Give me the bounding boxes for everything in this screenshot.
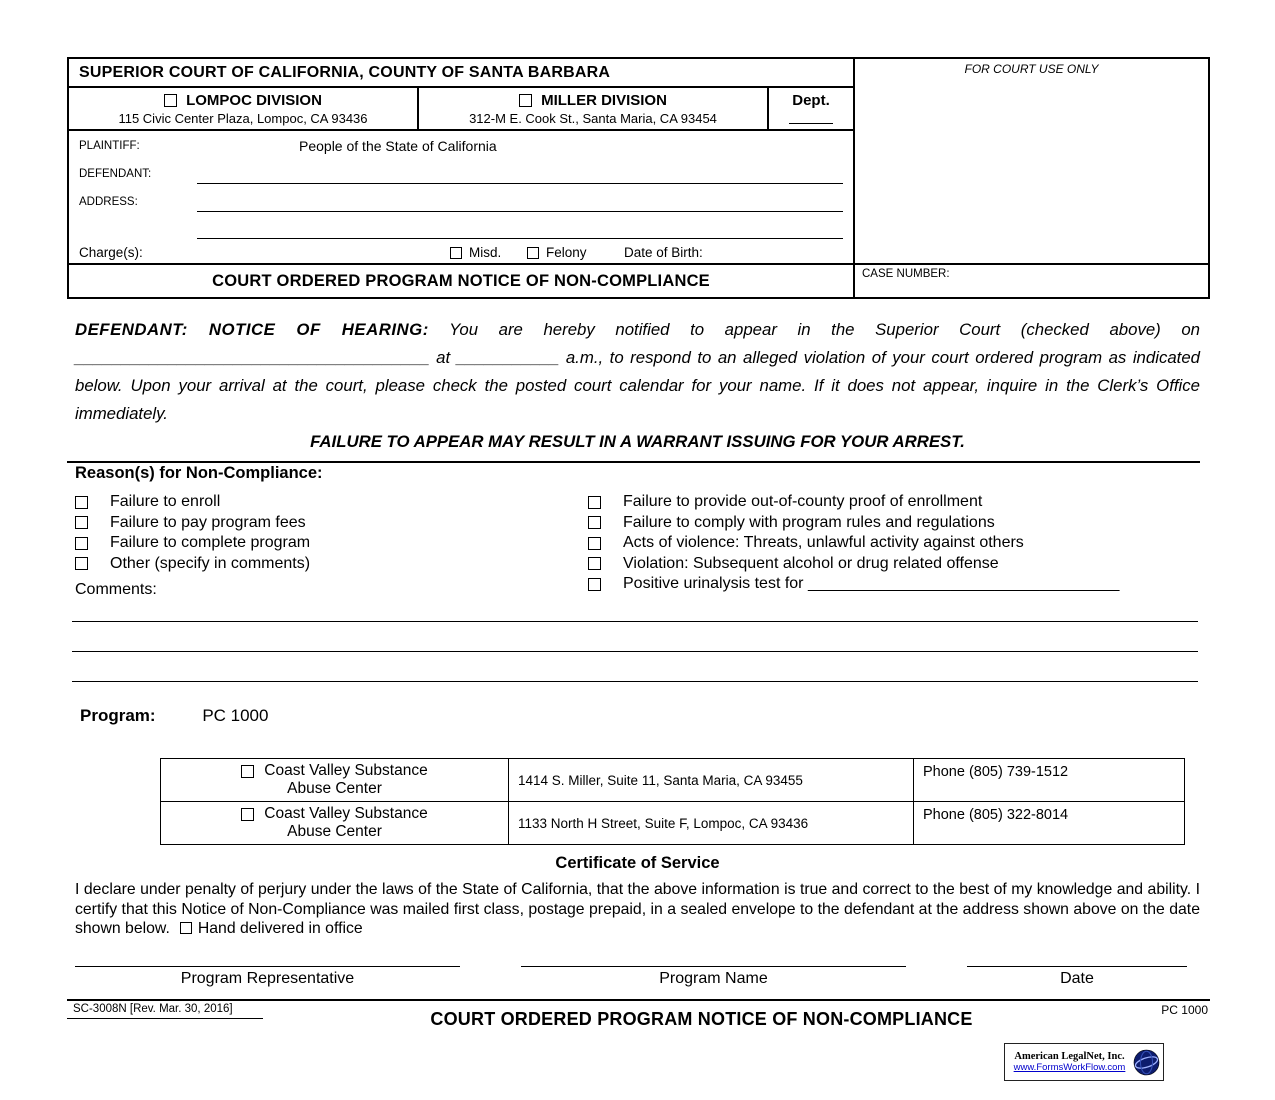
reasons-column-right <box>588 492 1200 599</box>
defendant-input-line[interactable] <box>197 183 843 184</box>
caption-box <box>67 57 855 299</box>
program-representative-signature-line[interactable] <box>75 950 460 967</box>
program-label: Program: <box>80 706 156 725</box>
comments-area <box>72 592 1198 682</box>
form-number: SC-3008N [Rev. Mar. 30, 2016] <box>67 1001 263 1019</box>
misd-item <box>450 245 501 260</box>
lompoc-division-checkbox[interactable] <box>164 94 177 107</box>
program-name-signature-line[interactable] <box>521 950 906 967</box>
notice-of-hearing-section <box>75 316 1200 463</box>
comments-label: Comments: <box>75 581 157 598</box>
provider-name-cell <box>161 802 509 845</box>
reason-label: Failure to provide out-of-county proof of enrollment <box>623 493 983 511</box>
miller-division-checkbox[interactable] <box>519 94 532 107</box>
failure-to-complete-checkbox[interactable] <box>75 537 88 550</box>
positive-urinalysis-checkbox[interactable] <box>588 578 601 591</box>
signature-label: Program Representative <box>180 970 355 987</box>
date-of-birth-label: Date of Birth: <box>624 245 703 260</box>
badge-company: American LegalNet, Inc. <box>1014 1051 1125 1062</box>
court-title: SUPERIOR COURT OF CALIFORNIA, COUNTY OF SANTA BARBARA <box>69 59 853 88</box>
reason-label: Failure to enroll <box>110 493 221 511</box>
date-signature <box>967 950 1187 988</box>
failure-to-pay-checkbox[interactable] <box>75 516 88 529</box>
provider-santa-maria-checkbox[interactable] <box>241 765 254 778</box>
divisions-row <box>69 88 853 131</box>
date-signature-line[interactable] <box>967 950 1187 967</box>
hand-delivered-checkbox[interactable] <box>180 922 192 934</box>
warrant-warning: FAILURE TO APPEAR MAY RESULT IN A WARRANT ISSUING FOR YOUR ARREST. <box>310 432 965 451</box>
program-rules-checkbox[interactable] <box>588 516 601 529</box>
footer-code: PC 1000 <box>1161 1003 1208 1017</box>
program-section <box>80 706 268 726</box>
dept-label: Dept. <box>792 92 830 109</box>
party-info-area <box>69 131 853 263</box>
miller-division-label: MILLER DIVISION <box>541 92 667 109</box>
provider-phone: Phone (805) 739-1512 <box>914 759 1185 802</box>
dept-cell <box>769 88 853 129</box>
form-header <box>67 57 1210 299</box>
reason-item <box>75 533 588 554</box>
provider-address: 1414 S. Miller, Suite 11, Santa Maria, CA 93455 <box>509 759 914 802</box>
reason-label: Failure to pay program fees <box>110 513 306 531</box>
signature-block <box>75 950 1187 988</box>
reasons-title: Reason(s) for Non-Compliance: <box>75 464 323 482</box>
reason-item <box>588 492 1200 513</box>
reason-label: Other (specify in comments) <box>110 554 311 572</box>
reason-item <box>588 554 1200 575</box>
reasons-section <box>75 464 1200 599</box>
reason-item <box>588 513 1200 534</box>
felony-checkbox[interactable] <box>527 247 539 259</box>
for-court-use-label: FOR COURT USE ONLY <box>964 62 1099 76</box>
acts-of-violence-checkbox[interactable] <box>588 537 601 550</box>
program-value: PC 1000 <box>202 706 269 725</box>
reason-label: Violation: Subsequent alcohol or drug related offense <box>623 554 999 572</box>
misd-label: Misd. <box>469 245 502 260</box>
plaintiff-label: PLAINTIFF: <box>79 140 140 152</box>
court-use-blank-area <box>855 76 1208 263</box>
signature-label: Program Name <box>659 970 768 987</box>
court-use-box <box>855 57 1210 299</box>
reason-item <box>75 513 588 534</box>
american-legalnet-badge <box>1004 1043 1164 1081</box>
certificate-body: I declare under penalty of perjury under the laws of the State of California, that the above information is true and correct to the best of my knowledge and ability. I certify that this Notice of Non-Compliance was mailed first class, postage prepaid, in a sealed envelope to the defendant at the address shown above on the date shown below. <box>75 881 1200 937</box>
reasons-column-left <box>75 492 588 599</box>
footer-title: COURT ORDERED PROGRAM NOTICE OF NON-COMPLIANCE <box>430 1009 973 1029</box>
reason-label: Positive urinalysis test for ___________________________________ <box>623 575 1120 593</box>
provider-name-line2: Abuse Center <box>287 780 382 797</box>
comments-line-3[interactable] <box>72 652 1198 682</box>
section-divider <box>67 461 1200 463</box>
other-reason-checkbox[interactable] <box>75 557 88 570</box>
reason-item <box>588 533 1200 554</box>
defendant-label: DEFENDANT: <box>79 168 152 180</box>
form-title: COURT ORDERED PROGRAM NOTICE OF NON-COMPLIANCE <box>69 263 853 297</box>
miller-division-address: 312-M E. Cook St., Santa Maria, CA 93454 <box>469 111 717 126</box>
comments-line-1[interactable] <box>72 592 1198 622</box>
address-label: ADDRESS: <box>79 196 138 208</box>
address-input-line-1[interactable] <box>197 211 843 212</box>
reason-item <box>75 492 588 513</box>
failure-to-enroll-checkbox[interactable] <box>75 496 88 509</box>
lompoc-division-cell <box>69 88 419 129</box>
provider-name: Coast Valley Substance <box>264 762 428 779</box>
reason-label: Failure to complete program <box>110 534 311 552</box>
hand-delivered-label: Hand delivered in office <box>197 920 363 937</box>
certificate-title: Certificate of Service <box>555 854 720 872</box>
charges-label: Charge(s): <box>79 245 143 260</box>
misd-checkbox[interactable] <box>450 247 462 259</box>
address-input-line-2[interactable] <box>197 238 843 239</box>
lompoc-division-address: 115 Civic Center Plaza, Lompoc, CA 93436 <box>118 111 368 126</box>
reason-label: Acts of violence: Threats, unlawful activity against others <box>623 534 1024 552</box>
case-number-label: CASE NUMBER: <box>855 263 1208 297</box>
program-representative-signature <box>75 950 460 988</box>
comments-line-2[interactable] <box>72 622 1198 652</box>
provider-name-cell <box>161 759 509 802</box>
felony-item <box>527 245 587 260</box>
signature-label: Date <box>1060 970 1094 987</box>
notice-body: You are hereby notified to appear in the Superior Court (checked above) on ______________________________________ at ___________ a.m., to respond to an alleged violation of your court ordered program as indicated below. Upon your arrival at the court, please check the posted court calendar for your name. If it does not appear, inquire in the Clerk’s Office immediately. <box>75 320 1201 423</box>
providers-table <box>160 758 1185 845</box>
globe-icon <box>1133 1049 1160 1076</box>
provider-phone: Phone (805) 322-8014 <box>914 802 1185 845</box>
certificate-of-service-section <box>75 854 1200 939</box>
provider-address: 1133 North H Street, Suite F, Lompoc, CA 93436 <box>509 802 914 845</box>
provider-row <box>161 759 1185 802</box>
plaintiff-value: People of the State of California <box>299 138 497 154</box>
formsworkflow-link[interactable]: www.FormsWorkFlow.com <box>1013 1062 1126 1073</box>
form-footer <box>67 999 1210 1030</box>
miller-division-cell <box>419 88 769 129</box>
dept-input-line[interactable] <box>789 123 833 124</box>
provider-lompoc-checkbox[interactable] <box>241 808 254 821</box>
program-name-signature <box>521 950 906 988</box>
provider-row <box>161 802 1185 845</box>
felony-label: Felony <box>546 245 587 260</box>
notice-lead: DEFENDANT: NOTICE OF HEARING: <box>75 320 429 339</box>
lompoc-division-label: LOMPOC DIVISION <box>186 92 322 109</box>
provider-name: Coast Valley Substance <box>264 805 428 822</box>
subsequent-offense-checkbox[interactable] <box>588 557 601 570</box>
reason-label: Failure to comply with program rules and regulations <box>623 513 995 531</box>
provider-name-line2: Abuse Center <box>287 823 382 840</box>
out-of-county-proof-checkbox[interactable] <box>588 496 601 509</box>
reason-item <box>75 554 588 575</box>
